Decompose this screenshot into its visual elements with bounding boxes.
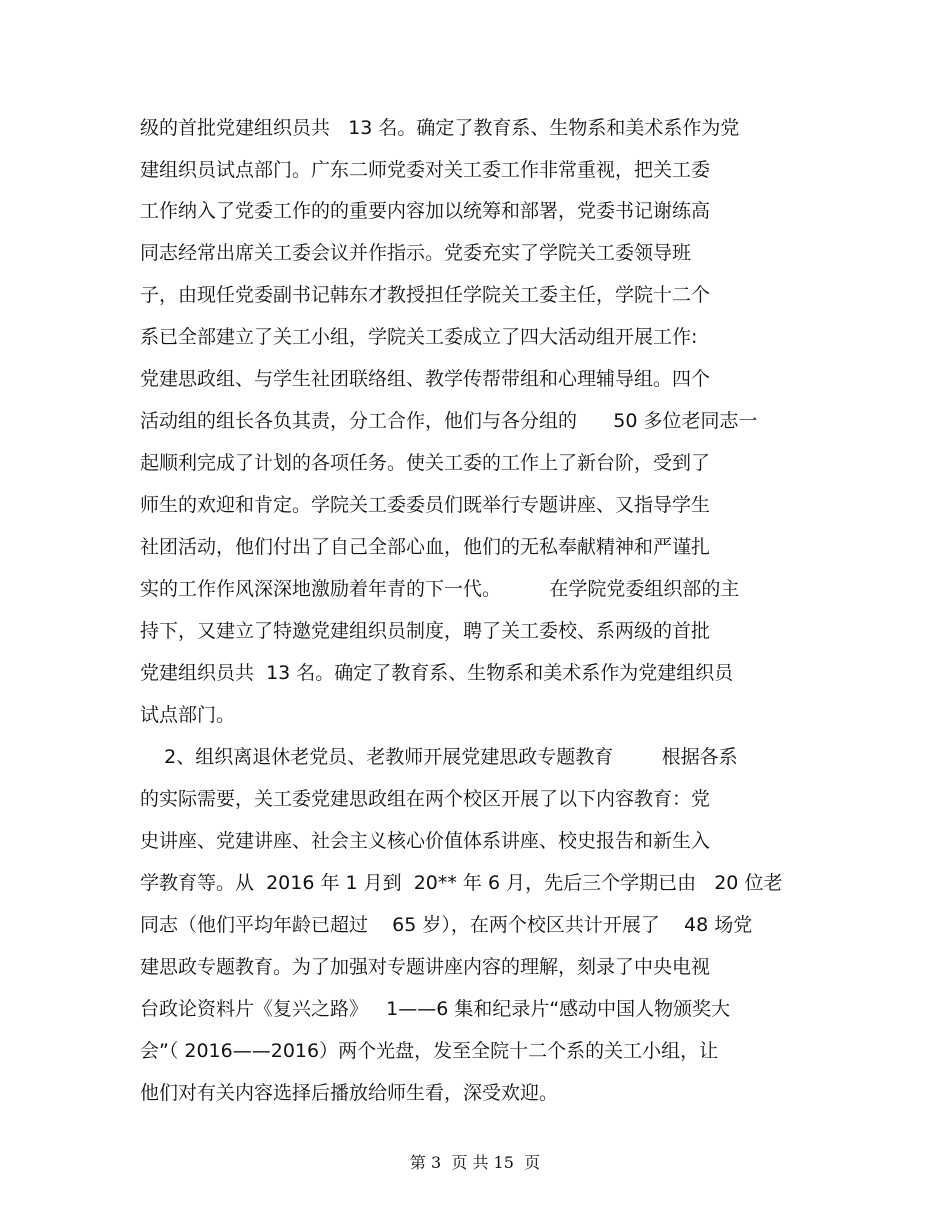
text-line: 建思政专题教育。为了加强对专题讲座内容的理解，刻录了中央电视 [140,956,711,978]
text-line: 他们对有关内容选择后播放给师生看，深受欢迎。 [140,1082,559,1104]
text-line: 持下，又建立了特邀党建组织员制度，聘了关工委校、系两级的首批 [140,620,711,642]
text-line: 党建组织员共 13 名。确定了教育系、生物系和美术系作为党建组织员 [140,662,734,684]
page-number-footer: 第 3 页 共 15 页 [409,1153,541,1172]
text-line: 实的工作作风深深地激励着年青的下一代。 在学院党委组织部的主 [140,578,740,600]
section-heading-line: 2、组织离退休老党员、老教师开展党建思政专题教育 根据各系 [140,746,738,768]
text-line: 师生的欢迎和肯定。学院关工委委员们既举行专题讲座、又指导学生 [140,494,711,516]
text-line: 系已全部建立了关工小组，学院关工委成立了四大活动组开展工作: [140,326,698,348]
text-line: 党建思政组、与学生社团联络组、教学传帮带组和心理辅导组。四个 [140,368,711,390]
text-line: 级的首批党建组织员共 13 名。确定了教育系、生物系和美术系作为党 [140,117,740,139]
text-line: 同志经常出席关工委会议并作指示。党委充实了学院关工委领导班 [140,242,692,264]
text-line: 社团活动，他们付出了自己全部心血，他们的无私奉献精神和严谨扎 [140,536,711,558]
text-line: 工作纳入了党委工作的的重要内容加以统筹和部署，党委书记谢练高 [140,200,711,222]
text-line: 子，由现任党委副书记韩东才教授担任学院关工委主任，学院十二个 [140,284,711,306]
text-line: 试点部门。 [140,704,236,726]
text-line: 同志（他们平均年龄已超过 65 岁），在两个校区共计开展了 48 场党 [140,914,753,936]
text-line: 起顺利完成了计划的各项任务。使关工委的工作上了新台阶，受到了 [140,452,711,474]
text-line: 史讲座、党建讲座、社会主义核心价值体系讲座、校史报告和新生入 [140,830,711,852]
text-line: 台政论资料片《复兴之路》 1——6 集和纪录片“感动中国人物颁奖大 [140,998,731,1020]
text-line: 学教育等。从 2016 年 1 月到 20** 年 6 月，先后三个学期已由 20 位老 [140,872,783,894]
text-line: 建组织员试点部门。广东二师党委对关工委工作非常重视，把关工委 [140,159,711,181]
text-line: 的实际需要，关工委党建思政组在两个校区开展了以下内容教育：党 [140,788,711,810]
text-line: 会”（ 2016——2016）两个光盘，发至全院十二个系的关工小组，让 [140,1040,719,1062]
text-line: 活动组的组长各负其责，分工合作，他们与各分组的 50 多位老同志一 [140,410,758,432]
